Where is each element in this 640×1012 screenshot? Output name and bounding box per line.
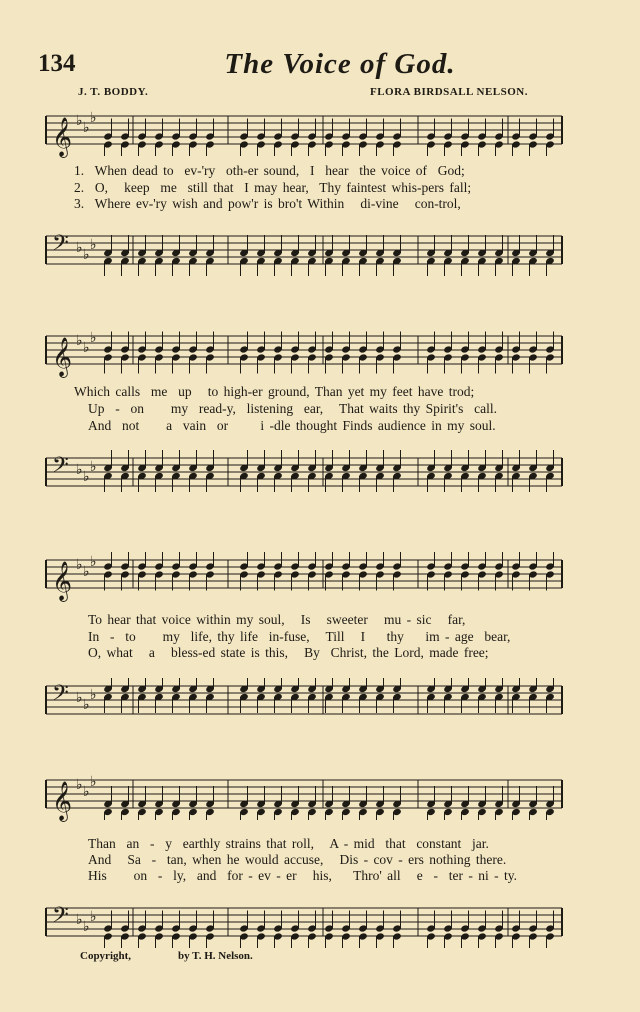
svg-text:♭: ♭ [83, 120, 90, 136]
svg-text:♭: ♭ [83, 697, 90, 713]
treble-staff [38, 328, 578, 378]
treble-staff [38, 108, 578, 158]
arranger-credit: by T. H. Nelson. [178, 950, 253, 962]
hymn-title: The Voice of God. [224, 48, 456, 80]
treble-staff [38, 552, 578, 602]
svg-text:♭: ♭ [76, 240, 83, 256]
treble-staff [38, 772, 578, 822]
composer-credit: J. T. BODDY. [78, 86, 149, 98]
svg-text:𝄢: 𝄢 [52, 453, 69, 483]
bass-staff [38, 450, 578, 500]
svg-text:♭: ♭ [90, 459, 97, 475]
svg-text:♭: ♭ [76, 557, 83, 573]
svg-text:𝄢: 𝄢 [52, 903, 69, 933]
svg-text:♭: ♭ [83, 919, 90, 935]
svg-text:♭: ♭ [83, 564, 90, 580]
svg-text:♭: ♭ [76, 912, 83, 928]
copyright-notice: Copyright, [80, 950, 132, 962]
svg-text:𝄢: 𝄢 [52, 231, 69, 261]
lyric-line: His on - ly, and for - ev - er his, Thro' all e - ter - ni - ty. [88, 868, 517, 883]
lyric-line: Than an - y earthly strains that roll, A - mid that constant jar. [88, 836, 489, 851]
svg-text:♭: ♭ [90, 110, 97, 126]
svg-text:𝄞: 𝄞 [52, 781, 73, 821]
svg-text:♭: ♭ [76, 333, 83, 349]
lyricist-credit: FLORA BIRDSALL NELSON. [369, 86, 528, 98]
svg-text:♭: ♭ [83, 247, 90, 263]
svg-text:♭: ♭ [83, 469, 90, 485]
bass-staff [38, 900, 578, 950]
svg-text:♭: ♭ [90, 330, 97, 346]
lyric-line: To hear that voice within my soul, Is sweeter mu - sic far, [88, 612, 466, 627]
bass-staff [38, 228, 578, 278]
lyric-line: O, what a bless-ed state is this, By Christ, the Lord, made free; [88, 645, 489, 660]
svg-text:𝄞: 𝄞 [52, 561, 73, 601]
svg-text:♭: ♭ [83, 340, 90, 356]
svg-text:♭: ♭ [76, 690, 83, 706]
svg-text:♭: ♭ [90, 909, 97, 925]
svg-text:♭: ♭ [90, 237, 97, 253]
svg-text:♭: ♭ [76, 113, 83, 129]
lyric-line: Up - on my read-y, listening ear, That waits thy Spirit's call. [88, 401, 497, 416]
lyric-line: And not a vain or i -dle thought Finds audience in my soul. [88, 418, 496, 433]
svg-text:♭: ♭ [76, 777, 83, 793]
svg-text:♭: ♭ [90, 774, 97, 790]
page-number: 134 [38, 50, 76, 77]
lyric-line: 3. Where ev-'ry wish and pow'r is bro't Within di-vine con-trol, [74, 196, 461, 211]
svg-text:♭: ♭ [90, 554, 97, 570]
svg-text:𝄢: 𝄢 [52, 681, 69, 711]
bass-staff [38, 678, 578, 728]
svg-text:𝄞: 𝄞 [52, 117, 73, 157]
lyric-line: Which calls me up to high-er ground, Than yet my feet have trod; [74, 384, 475, 399]
lyric-line: 2. O, keep me still that I may hear, Thy faintest whis-pers fall; [74, 180, 472, 195]
svg-text:♭: ♭ [76, 462, 83, 478]
lyric-line: And Sa - tan, when he would accuse, Dis - cov - ers nothing there. [88, 852, 507, 867]
svg-text:♭: ♭ [90, 687, 97, 703]
lyric-line: In - to my life, thy life in-fuse, Till I thy im - age bear, [88, 629, 511, 644]
svg-text:♭: ♭ [83, 784, 90, 800]
lyric-line: 1. When dead to ev-'ry oth-er sound, I hear the voice of God; [74, 163, 465, 178]
svg-text:𝄞: 𝄞 [52, 337, 73, 377]
